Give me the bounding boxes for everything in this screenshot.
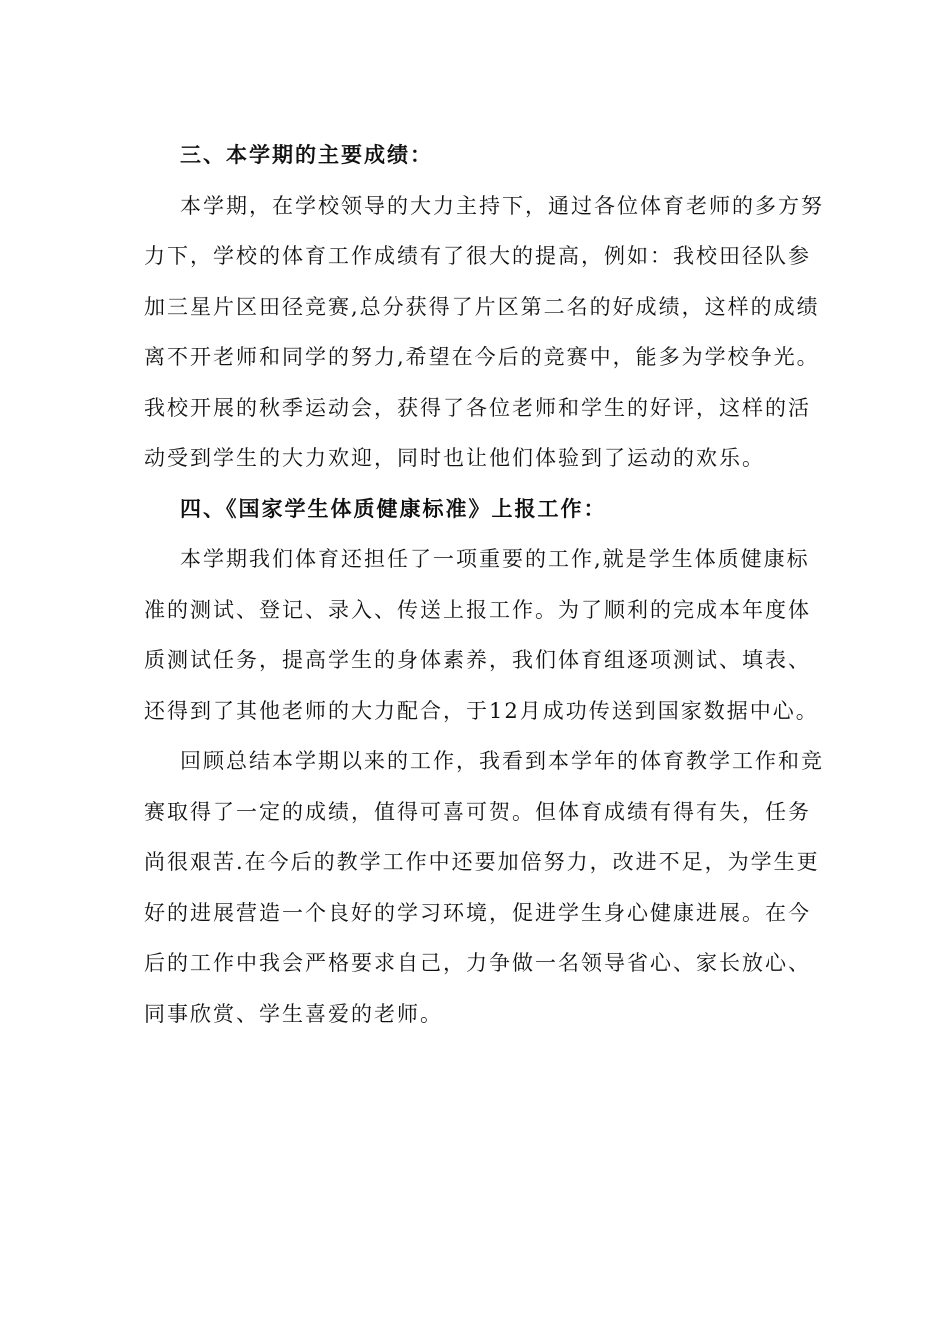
paragraph-line: 准的测试、登记、录入、传送上报工作。为了顺利的完成本年度体 [144,597,811,622]
paragraph-line: 赛取得了一定的成绩，值得可喜可贺。但体育成绩有得有失，任务 [144,799,811,824]
paragraph-line: 加三星片区田径竞赛,总分获得了片区第二名的好成绩，这样的成绩 [144,294,820,319]
paragraph-line: 本学期，在学校领导的大力主持下，通过各位体育老师的多方努 [180,193,824,218]
paragraph-line: 力下，学校的体育工作成绩有了很大的提高，例如：我校田径队参 [144,244,811,268]
paragraph-line: 质测试任务，提高学生的身体素养，我们体育组逐项测试、填表、 [144,648,811,672]
paragraph-line: 后的工作中我会严格要求自己，力争做一名领导省心、家长放心、 [144,951,811,975]
document-body [144,130,824,1039]
paragraph-line: 回顾总结本学期以来的工作，我看到本学年的体育教学工作和竞 [180,749,824,773]
paragraph-line: 我校开展的秋季运动会，获得了各位老师和学生的好评，这样的活 [144,395,811,420]
section-heading: 四、《国家学生体质健康标准》上报工作： [180,496,607,521]
paragraph-line: 动受到学生的大力欢迎，同时也让他们体验到了运动的欢乐。 [144,446,765,470]
paragraph-line: 离不开老师和同学的努力,希望在今后的竞赛中，能多为学校争光。 [144,345,820,369]
paragraph-line: 好的进展营造一个良好的学习环境，促进学生身心健康进展。在今 [144,900,811,925]
section-heading: 三、本学期的主要成绩： [180,143,433,167]
paragraph-line: 同事欣赏、学生喜爱的老师。 [144,1001,443,1026]
paragraph-line: 还得到了其他老师的大力配合，于12月成功传送到国家数据中心。 [144,698,819,723]
paragraph-line: 尚很艰苦.在今后的教学工作中还要加倍努力，改进不足，为学生更 [144,850,820,874]
paragraph-line: 本学期我们体育还担任了一项重要的工作,就是学生体质健康标 [180,547,810,571]
